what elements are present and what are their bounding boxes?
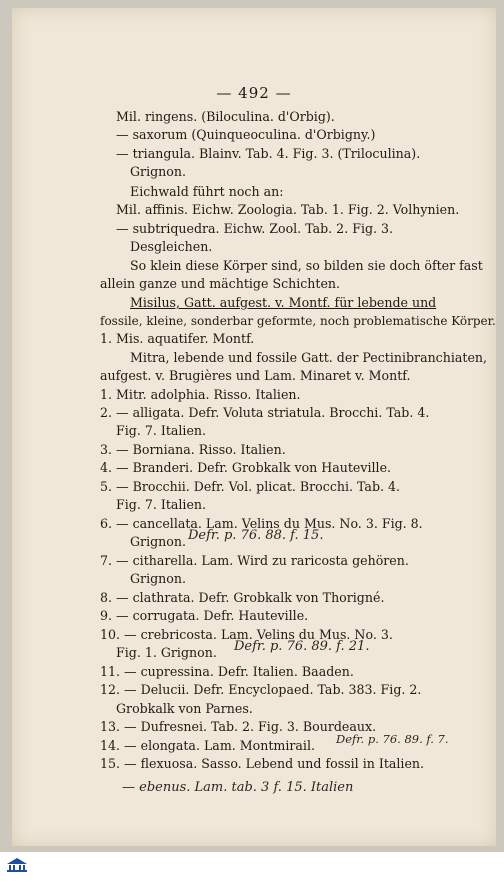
handwritten-note: Defr. p. 76. 88. f. 15.	[188, 528, 324, 543]
text-line: Grignon.	[130, 571, 186, 586]
text-line: 14. — elongata. Lam. Montmirail.	[100, 738, 315, 753]
text-line: Grobkalk von Parnes.	[116, 701, 253, 716]
text-line: 10. — crebricosta. Lam. Velins du Mus. No. 3.	[100, 627, 393, 642]
text-line: 13. — Dufresnei. Tab. 2. Fig. 3. Bourdeaux.	[100, 719, 377, 734]
text-line: Fig. 1. Grignon.	[116, 645, 217, 660]
handwritten-note: Defr. p. 76. 89. f. 7.	[336, 732, 449, 746]
text-line: Fig. 7. Italien.	[116, 497, 207, 512]
text-line: allein ganze und mächtige Schichten.	[100, 276, 341, 291]
text-line: Grignon.	[130, 164, 186, 179]
text-line: 2. — alligata. Defr. Voluta striatula. Brocchi. Tab. 4.	[100, 405, 430, 420]
text-line: 3. — Borniana. Risso. Italien.	[100, 442, 286, 457]
text-line: 8. — clathrata. Defr. Grobkalk von Thorigné.	[100, 590, 385, 605]
text-line: 1. Mitr. adolphia. Risso. Italien.	[100, 387, 301, 402]
text-line: 6. — cancellata. Lam. Velins du Mus. No. 3. Fig. 8.	[100, 516, 423, 531]
text-line: aufgest. v. Brugières und Lam. Minaret v. Montf.	[100, 368, 411, 383]
text-line: 9. — corrugata. Defr. Hauteville.	[100, 608, 309, 623]
page-number: — 492 —	[216, 84, 292, 102]
text-line: So klein diese Körper sind, so bilden sie doch öfter fast	[130, 258, 483, 273]
text-line: Mil. affinis. Eichw. Zoologia. Tab. 1. Fig. 2. Volhynien.	[116, 202, 460, 217]
handwritten-note: Defr. p. 76. 89. f. 21.	[234, 639, 370, 654]
text-line: 1. Mis. aquatifer. Montf.	[100, 331, 255, 346]
text-line: Mil. ringens. (Biloculina. d'Orbig).	[116, 109, 335, 124]
text-line: — saxorum (Quinqueoculina. d'Orbigny.)	[116, 127, 376, 142]
text-line: 5. — Brocchii. Defr. Vol. plicat. Brocchi. Tab. 4.	[100, 479, 401, 494]
text-line: — triangula. Blainv. Tab. 4. Fig. 3. (Triloculina).	[116, 146, 421, 161]
text-line: Desgleichen.	[130, 239, 213, 254]
text-line: 4. — Branderi. Defr. Grobkalk von Hauteville.	[100, 460, 392, 475]
text-line: Misilus, Gatt. aufgest. v. Montf. für lebende und	[130, 295, 437, 310]
library-logo-icon	[3, 856, 31, 880]
text-line: 15. — flexuosa. Sasso. Lebend und fossil in Italien.	[100, 756, 425, 771]
text-line: 12. — Delucii. Defr. Encyclopaed. Tab. 383. Fig. 2.	[100, 682, 422, 697]
handwritten-note: — ebenus. Lam. tab. 3 f. 15. Italien	[122, 780, 354, 795]
text-line: Eichwald führt noch an:	[130, 184, 284, 199]
book-page	[12, 8, 496, 846]
text-line: 11. — cupressina. Defr. Italien. Baaden.	[100, 664, 354, 679]
text-line: 7. — citharella. Lam. Wird zu raricosta gehören.	[100, 553, 409, 568]
text-line: Grignon.	[130, 534, 186, 549]
text-line: — subtriquedra. Eichw. Zool. Tab. 2. Fig. 3.	[116, 221, 394, 236]
text-line: fossile, kleine, sonderbar geformte, noch problematische Körper.	[100, 314, 496, 328]
viewer-footer	[0, 852, 504, 882]
text-line: Fig. 7. Italien.	[116, 423, 207, 438]
text-line: Mitra, lebende und fossile Gatt. der Pectinibranchiaten,	[130, 350, 488, 365]
